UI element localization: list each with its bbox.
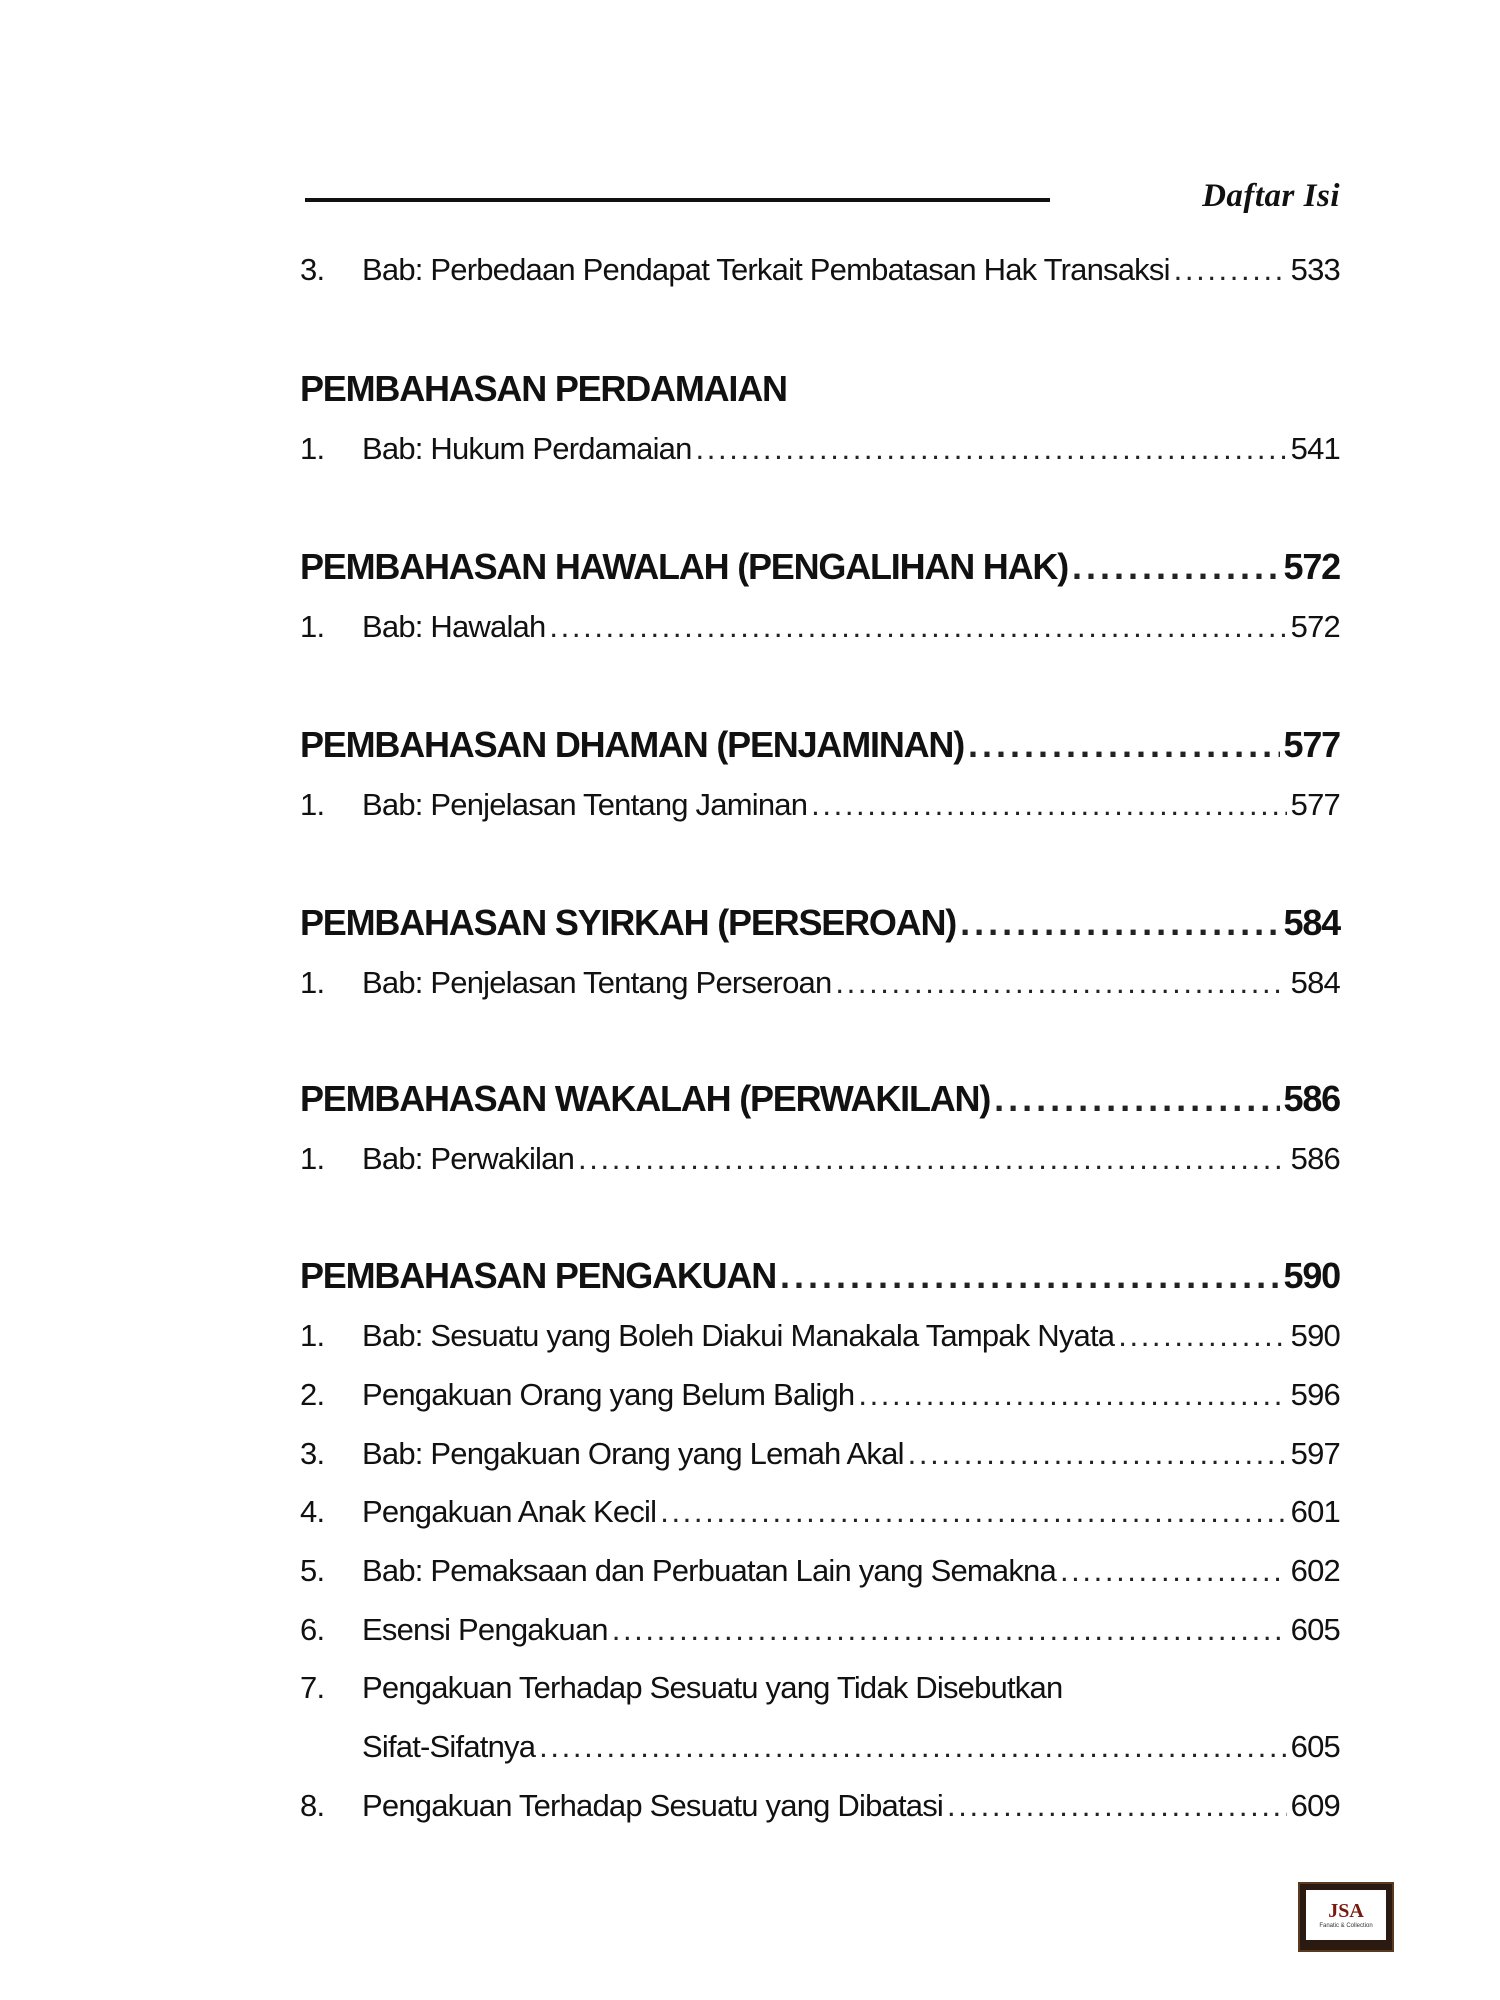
entry-number: 1.	[300, 609, 325, 644]
entry-title: Bab: Hukum Perdamaian	[362, 431, 692, 466]
dot-leader	[780, 1255, 1280, 1297]
entry-page: 572	[1290, 609, 1340, 644]
entry-number: 4.	[300, 1494, 325, 1529]
toc-entry[interactable]	[300, 787, 1340, 823]
toc-entry[interactable]	[300, 431, 1340, 467]
dot-leader	[994, 1078, 1279, 1120]
entry-title: Bab: Hawalah	[362, 609, 546, 644]
entry-number: 1.	[300, 1318, 325, 1353]
entry-title: Bab: Perbedaan Pendapat Terkait Pembatasan Hak Transaksi	[362, 252, 1170, 287]
dot-leader	[947, 1788, 1287, 1824]
dot-leader	[696, 431, 1287, 467]
dot-leader	[539, 1729, 1287, 1765]
entry-page: 596	[1290, 1377, 1340, 1412]
section-title: PEMBAHASAN WAKALAH (PERWAKILAN)	[300, 1078, 991, 1119]
dot-leader	[1174, 252, 1287, 288]
dot-leader	[612, 1612, 1287, 1648]
entry-title: Bab: Sesuatu yang Boleh Diakui Manakala Tampak Nyata	[362, 1318, 1115, 1353]
section-page: 577	[1283, 724, 1340, 765]
toc-entry[interactable]	[300, 1788, 1340, 1824]
entry-page: 533	[1290, 252, 1340, 287]
dot-leader	[660, 1494, 1286, 1530]
dot-leader	[835, 965, 1286, 1001]
entry-number: 3.	[300, 1436, 325, 1471]
entry-number: 1.	[300, 787, 325, 822]
entry-page: 577	[1290, 787, 1340, 822]
dot-leader	[1060, 1553, 1287, 1589]
entry-page: 584	[1290, 965, 1340, 1000]
entry-title: Bab: Perwakilan	[362, 1141, 575, 1176]
toc-entry[interactable]	[300, 1318, 1340, 1354]
entry-title: Pengakuan Terhadap Sesuatu yang Dibatasi	[362, 1788, 943, 1823]
toc-entry[interactable]	[300, 1612, 1340, 1648]
section-title: PEMBAHASAN PENGAKUAN	[300, 1255, 777, 1296]
entry-page: 602	[1290, 1553, 1340, 1588]
entry-page: 541	[1290, 431, 1340, 466]
section-heading[interactable]	[300, 1255, 1340, 1297]
section-heading[interactable]	[300, 1078, 1340, 1120]
toc-entry[interactable]	[300, 252, 1340, 288]
entry-title: Esensi Pengakuan	[362, 1612, 608, 1647]
entry-number: 6.	[300, 1612, 325, 1647]
entry-page: 605	[1290, 1612, 1340, 1647]
entry-title: Bab: Pemaksaan dan Perbuatan Lain yang Semakna	[362, 1553, 1056, 1588]
section-title: PEMBAHASAN SYIRKAH (PERSEROAN)	[300, 902, 957, 943]
entry-title: Bab: Penjelasan Tentang Perseroan	[362, 965, 832, 1000]
entry-title: Pengakuan Orang yang Belum Baligh	[362, 1377, 855, 1412]
logo-mark: JSA	[1328, 1900, 1364, 1922]
toc-entry[interactable]	[300, 1436, 1340, 1472]
publisher-logo	[1298, 1882, 1394, 1952]
section-title: PEMBAHASAN HAWALAH (PENGALIHAN HAK)	[300, 546, 1068, 587]
dot-leader	[578, 1141, 1287, 1177]
entry-page: 597	[1290, 1436, 1340, 1471]
section-heading[interactable]	[300, 902, 1340, 944]
logo-subtitle: Fanatic & Collection	[1319, 1923, 1373, 1929]
section-page: 590	[1283, 1255, 1340, 1296]
section-heading[interactable]	[300, 546, 1340, 588]
entry-number: 3.	[300, 252, 325, 287]
entry-number: 1.	[300, 1141, 325, 1176]
entry-title: Pengakuan Terhadap Sesuatu yang Tidak Disebutkan	[362, 1670, 1063, 1705]
entry-page: 590	[1290, 1318, 1340, 1353]
dot-leader	[1072, 546, 1280, 588]
entry-page: 586	[1290, 1141, 1340, 1176]
toc-entry[interactable]	[300, 609, 1340, 645]
toc-entry[interactable]	[300, 1553, 1340, 1589]
dot-leader	[908, 1436, 1287, 1472]
dot-leader	[968, 724, 1280, 766]
section-page: 572	[1283, 546, 1340, 587]
entry-page: 605	[1290, 1729, 1340, 1764]
toc-entry[interactable]	[300, 1494, 1340, 1530]
entry-number: 1.	[300, 965, 325, 1000]
section-heading[interactable]	[300, 368, 787, 410]
dot-leader	[858, 1377, 1286, 1413]
entry-title: Bab: Pengakuan Orang yang Lemah Akal	[362, 1436, 904, 1471]
entry-title-continuation: Sifat-Sifatnya	[362, 1729, 536, 1764]
section-title: PEMBAHASAN DHAMAN (PENJAMINAN)	[300, 724, 964, 765]
toc-entry[interactable]	[300, 1377, 1340, 1413]
section-page: 586	[1283, 1078, 1340, 1119]
entry-number: 8.	[300, 1788, 325, 1823]
toc-entry-continuation[interactable]	[300, 1729, 1340, 1765]
dot-leader	[549, 609, 1286, 645]
entry-page: 601	[1290, 1494, 1340, 1529]
dot-leader	[811, 787, 1287, 823]
section-title: PEMBAHASAN PERDAMAIAN	[300, 368, 787, 409]
entry-number: 7.	[300, 1670, 325, 1705]
toc-entry[interactable]	[300, 965, 1340, 1001]
header-rule	[305, 198, 1050, 202]
toc-entry[interactable]	[300, 1670, 1340, 1706]
entry-title: Pengakuan Anak Kecil	[362, 1494, 657, 1529]
entry-title: Bab: Penjelasan Tentang Jaminan	[362, 787, 808, 822]
entry-number: 2.	[300, 1377, 325, 1412]
entry-number: 1.	[300, 431, 325, 466]
running-head: Daftar Isi	[1202, 178, 1340, 214]
dot-leader	[1118, 1318, 1286, 1354]
section-heading[interactable]	[300, 724, 1340, 766]
dot-leader	[960, 902, 1279, 944]
entry-number: 5.	[300, 1553, 325, 1588]
toc-entry[interactable]	[300, 1141, 1340, 1177]
section-page: 584	[1283, 902, 1340, 943]
entry-page: 609	[1290, 1788, 1340, 1823]
